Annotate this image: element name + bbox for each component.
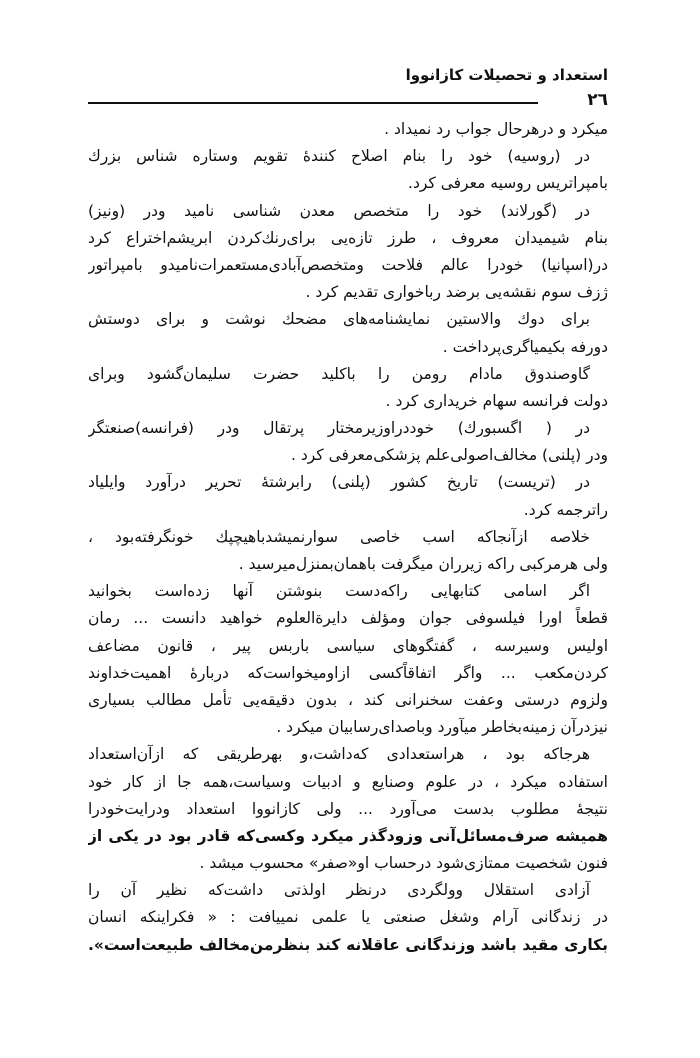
text-line: هرجاکه بود ، هراستعدادی که‌داشت،و بهرطریقی که ازآن‌استعداد: [88, 745, 590, 764]
text-line: میکرد و درهرحال جواب رد نمیداد .: [384, 120, 608, 138]
text-line: ولی هرمرکبی راکه زیرران میگرفت باهمان‌بمنزل‌میرسید .: [238, 555, 608, 573]
text-line: اولیس وسیرسه ، گفتگوهای سیاسی باربس پیر ، قانون مضاعف: [88, 636, 608, 655]
text-line: همیشه صرف‌مسائل‌آنی وزودگذر میکرد وکسی‌که قادر بود در یکی از: [88, 826, 608, 845]
text-line: در (روسیه) خود را بنام اصلاح کنندهٔ تقویم وستاره شناس بزرك: [88, 147, 590, 166]
text-line: استفاده میکرد ، در علوم وصنایع و ادبیات وسیاست،همه جا از کار خود: [88, 772, 608, 791]
header-rule: [88, 102, 538, 104]
page-number: ۲٦: [587, 90, 608, 110]
running-title: استعداد و تحصیلات کازانووا: [405, 66, 608, 84]
text-line: بامپراتریس روسیه معرفی کرد.: [408, 174, 608, 193]
text-line: دورفه بکیمیاگری‌پرداخت .: [442, 337, 608, 356]
text-line: آزادی استقلال وولگردی درنظر اولذتی داشت‌که نظیر آن را: [88, 881, 590, 900]
text-line: قطعاً اورا فیلسوفی جوان ومؤلف دایرةالعلوم خواهید دانست ... رمان: [88, 609, 608, 628]
text-line: دولت فرانسه سهام خریداری کرد .: [385, 391, 608, 410]
text-line: راترجمه کرد.: [523, 500, 608, 519]
text-line: نیزدرآن زمینه‌بخاطر میآورد وباصدای‌رسابیان میکرد .: [276, 718, 608, 737]
text-line: در ( اگسبورك) خوددراوزیرمختار پرتقال ودر (فرانسه)صنعتگر: [88, 419, 590, 438]
text-line: در(اسپانیا) خودرا عالم فلاحت ومتخصص‌آبادی‌مستعمرات‌نامیدو بامپراتور: [88, 255, 608, 274]
text-line: ودر (پلنی) مخالف‌اصولی‌علم پزشکی‌معرفی کرد .: [290, 446, 608, 465]
text-line: نتیجهٔ مطلوب بدست می‌آورد ... ولی کازانووا استعداد ودرایت‌خودرا: [88, 799, 608, 818]
text-line: فنون شخصیت ممتازی‌شود درحساب او«صفر» محسوب میشد .: [199, 854, 608, 873]
text-line: خلاصه ازآنجاکه اسب خاصی سوارنمیشدباهیچپك خونگرفته‌بود ،: [88, 527, 590, 546]
text-line: اگر اسامی کتابهایی راکه‌دست بنوشتن آنها زده‌است بخوانید: [88, 582, 590, 601]
text-line: گاوصندوق مادام رومن را باکلید حضرت سلیمان‌گشود وبرای: [88, 364, 590, 383]
text-line: ولزوم درستی وعفت سخنرانی کند ، بدون دقیقه‌یی تأمل مطالب بسیاری: [88, 690, 608, 709]
text-line: ژزف سوم نقشه‌یی برضد رباخواری تقدیم کرد .: [305, 283, 608, 302]
text-line: برای دوك والاستین نمایشنامه‌های مضحك نوشت و برای دوستش: [88, 310, 590, 329]
text-line: کردن‌مکعب ... واگر اتفاقاًکسی ازاومیخواست‌که دربارهٔ اهمیت‌خداوند: [88, 663, 608, 682]
text-line: بنام شیمیدان معروف ، طرز تازه‌یی برای‌رنك‌کردن ابریشم‌اختراع کرد: [88, 228, 608, 247]
body-text: [88, 116, 608, 959]
text-line: در (تریست) تاریخ کشور (پلنی) رابرشتهٔ تحریر درآورد وایلیاد: [88, 473, 590, 492]
text-line: در زندگانی آرام وشغل صنعتی یا علمی نمییافت : « فکراینکه انسان: [88, 908, 608, 927]
text-line: در (گورلاند) خود را متخصص معدن شناسی نامید ودر (ونیز): [88, 201, 590, 220]
text-line: بکاری مقید باشد وزندگانی عاقلانه کند بنظرمن‌مخالف طبیعت‌است».: [88, 935, 608, 954]
